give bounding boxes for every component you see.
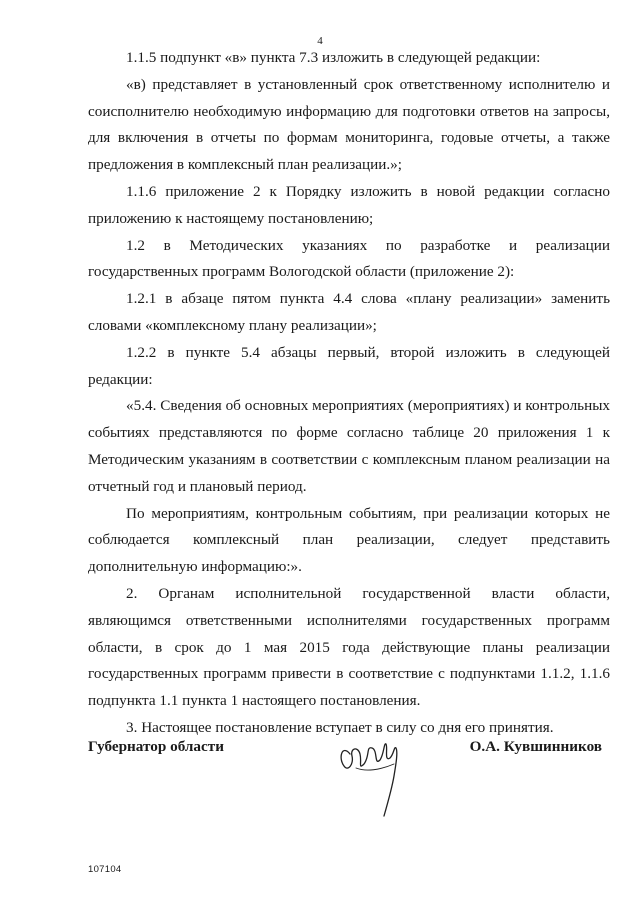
signatory-title: Губернатор области — [88, 738, 224, 755]
paragraph-quote-5-4: «5.4. Сведения об основных мероприятиях (мероприятиях) и контрольных событиях представляются по форме согласно таблице 20 приложения 1 к Методическим указаниям в соответствии с комплексным планом реализации на отчетный год и плановый период. — [88, 397, 610, 495]
signatory-name: О.А. Кувшинников — [469, 738, 602, 755]
paragraph-additional-info: По мероприятиям, контрольным событиям, при реализации которых не соблюдается комплексный план реализации, следует представить дополнительную информацию:». — [88, 504, 610, 576]
paragraph-1-1-6: 1.1.6 приложение 2 к Порядку изложить в новой редакции согласно приложению к настоящему постановлению; — [88, 182, 610, 227]
paragraph-2: 2. Органам исполнительной государственной власти области, являющимся ответственными исполнителями государственных программ области, в срок до 1 мая 2015 года действующие планы реализации государственных программ привести в соответствие с подпунктами 1.1.2, 1.1.6 подпункта 1.1 пункта 1 настоящего постановления. — [88, 584, 610, 710]
paragraph-1-2: 1.2 в Методических указаниях по разработке и реализации государственных программ Вологодской области (приложение 2): — [88, 236, 610, 281]
page-number: 4 — [317, 35, 323, 47]
paragraph-1-2-2: 1.2.2 в пункте 5.4 абзацы первый, второй изложить в следующей редакции: — [88, 343, 610, 388]
paragraph-1-2-1: 1.2.1 в абзаце пятом пункта 4.4 слова «плану реализации» заменить словами «комплексному плану реализации»; — [88, 290, 610, 334]
document-body — [88, 45, 610, 742]
document-code: 107104 — [88, 864, 122, 875]
paragraph-3: 3. Настоящее постановление вступает в силу со дня его принятия. — [126, 718, 554, 736]
paragraph-1-1-5: 1.1.5 подпункт «в» пункта 7.3 изложить в следующей редакции: — [126, 49, 541, 66]
paragraph-quote-v: «в) представляет в установленный срок ответственному исполнителю и соисполнителю необходимую информацию для подготовки ответов на запросы, для включения в отчеты по формам мониторинга, годовые отчеты, а также предложения в комплексный план реализации.»; — [88, 75, 610, 174]
signature-block — [88, 738, 610, 828]
handwritten-signature-icon — [336, 724, 416, 824]
